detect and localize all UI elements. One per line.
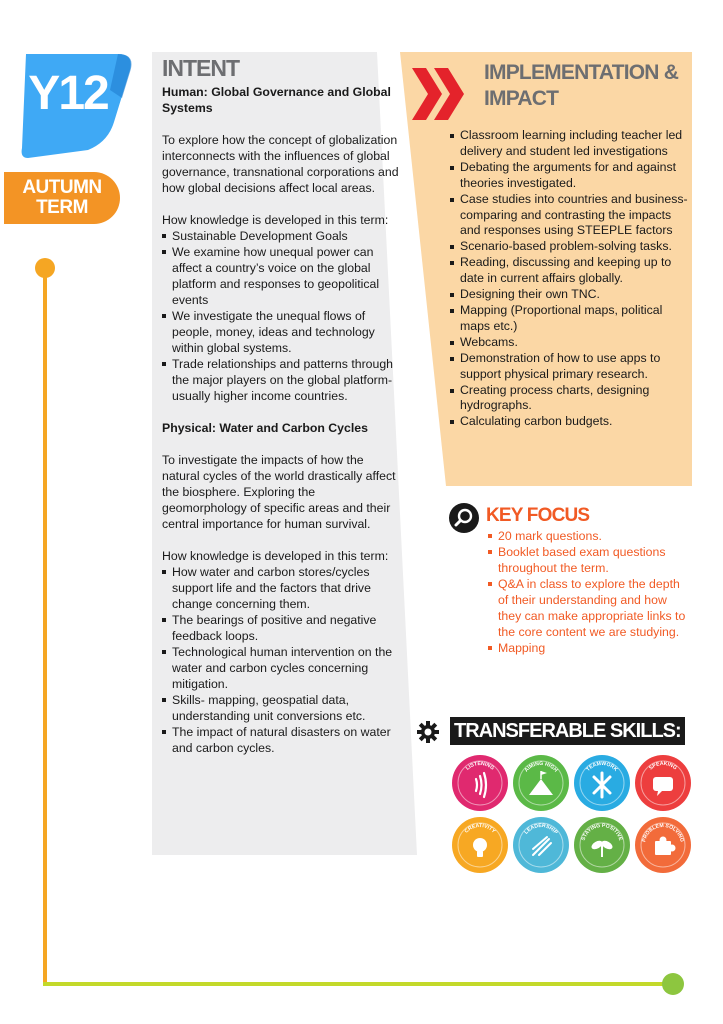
list-item: Designing their own TNC. <box>450 287 690 303</box>
skill-label: AIMING HIGH <box>523 760 559 774</box>
skill-label: PROBLEM SOLVING <box>641 822 685 843</box>
list-item: Skills- mapping, geospatial data, understanding unit conversions etc. <box>162 692 402 724</box>
list-item: The bearings of positive and negative feedback loops. <box>162 612 402 644</box>
list-item: Technological human intervention on the water and carbon cycles concerning mitigation. <box>162 644 402 692</box>
skill-listening <box>452 755 508 811</box>
list-item: We examine how unequal power can affect a country’s voice on the global platform and responses to geopolitical events <box>162 244 402 308</box>
skill-label: STAYING POSITIVE <box>580 822 624 842</box>
skill-leadership <box>513 817 569 873</box>
list-item: Calculating carbon budgets. <box>450 414 690 430</box>
term-line-2: TERM <box>36 197 88 218</box>
key-focus-list <box>488 528 688 656</box>
gear-icon <box>416 720 440 744</box>
magnifier-icon <box>449 503 479 533</box>
physical-intro: To investigate the impacts of how the natural cycles of the world drastically affect the biosphere. Exploring the geomorphology of specific areas and their central importance for human survival. <box>162 453 396 531</box>
timeline-vertical <box>43 266 47 986</box>
physical-how-label: How knowledge is developed in this term: <box>162 549 389 563</box>
list-item: Trade relationships and patterns through the major players on the global platform- usually higher income countries. <box>162 356 402 404</box>
human-heading: Human: Global Governance and Global Systems <box>162 85 391 115</box>
skill-label: LEADERSHIP <box>523 822 559 836</box>
list-item: The impact of natural disasters on water and carbon cycles. <box>162 724 402 756</box>
human-how-label: How knowledge is developed in this term: <box>162 213 389 227</box>
term-line-1: AUTUMN <box>22 177 102 198</box>
key-focus-title: KEY FOCUS <box>486 505 590 526</box>
list-item: Mapping <box>488 640 688 656</box>
list-item: Mapping (Proportional maps, political maps etc.) <box>450 303 690 335</box>
skills-grid <box>452 755 692 875</box>
list-item: Booklet based exam questions throughout the term. <box>488 544 688 576</box>
human-intro: To explore how the concept of globalization interconnects with the influences of global governance, transnational corporations and how global decisions affect local areas. <box>162 133 399 195</box>
skill-label: CREATIVITY <box>463 822 497 835</box>
human-points-list <box>162 228 402 404</box>
implementation-title <box>484 60 694 112</box>
list-item: Case studies into countries and business- comparing and contrasting the impacts and responses using STEEPLE factors <box>450 192 690 240</box>
list-item: Reading, discussing and keeping up to date in current affairs globally. <box>450 255 690 287</box>
implementation-title-line-1: IMPLEMENTATION & <box>484 61 679 84</box>
list-item: Webcams. <box>450 335 690 351</box>
skill-problem-solving <box>635 817 691 873</box>
list-item: Classroom learning including teacher led delivery and student led investigations <box>450 128 690 160</box>
physical-points-list <box>162 564 402 756</box>
term-badge <box>4 172 120 224</box>
skill-label: LISTENING <box>464 760 496 772</box>
skill-staying-positive <box>574 817 630 873</box>
intent-title: INTENT <box>162 55 240 81</box>
skill-creativity <box>452 817 508 873</box>
skill-label: TEAMWORK <box>585 760 619 773</box>
list-item: 20 mark questions. <box>488 528 688 544</box>
skill-speaking <box>635 755 691 811</box>
transferable-skills-title: TRANSFERABLE SKILLS: <box>450 717 685 745</box>
skill-label: SPEAKING <box>648 760 678 772</box>
skill-aiming-high <box>513 755 569 811</box>
list-item: We investigate the unequal flows of people, money, ideas and technology within global systems. <box>162 308 402 356</box>
list-item: Demonstration of how to use apps to support physical primary research. <box>450 351 690 383</box>
list-item: Q&A in class to explore the depth of their understanding and how they can make appropriate links to the core content we are studying. <box>488 576 688 640</box>
implementation-title-line-2: IMPACT <box>484 87 559 110</box>
list-item: Scenario-based problem-solving tasks. <box>450 239 690 255</box>
list-item: Debating the arguments for and against theories investigated. <box>450 160 690 192</box>
implementation-list <box>450 128 690 430</box>
skill-teamwork <box>574 755 630 811</box>
physical-heading: Physical: Water and Carbon Cycles <box>162 421 368 435</box>
intent-panel <box>152 52 417 855</box>
timeline-end-dot <box>662 973 684 995</box>
list-item: Creating process charts, designing hydrographs. <box>450 383 690 415</box>
year-label: Y12 <box>28 67 108 120</box>
timeline-horizontal <box>43 982 673 986</box>
list-item: How water and carbon stores/cycles support life and the factors that drive change concerning them. <box>162 564 402 612</box>
timeline-start-dot <box>35 258 55 278</box>
list-item: Sustainable Development Goals <box>162 228 402 244</box>
chevron-right-icon <box>412 68 472 120</box>
